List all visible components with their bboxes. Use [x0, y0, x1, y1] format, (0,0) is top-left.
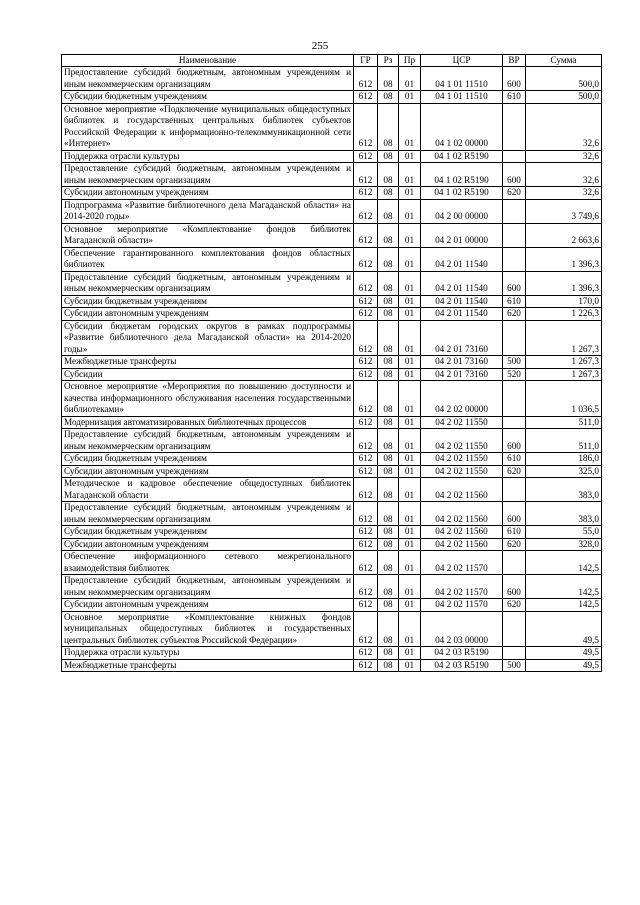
cell-csr: 04 2 02 11560	[421, 526, 503, 539]
cell-pr: 01	[399, 599, 421, 612]
cell-gr: 612	[354, 223, 378, 247]
cell-gr: 612	[354, 478, 378, 502]
cell-vr: 610	[503, 91, 526, 104]
cell-csr: 04 2 03 R5190	[421, 647, 503, 660]
table-row	[62, 356, 602, 369]
cell-pr: 01	[399, 150, 421, 163]
cell-vr: 620	[503, 187, 526, 200]
cell-name: Субсидии бюджетам городских округов в рамках подпрограммы «Развитие библиотечного дела Магаданской области» на 2014-2020 годы»	[62, 320, 354, 356]
cell-sum: 383,0	[526, 478, 602, 502]
cell-name: Субсидии бюджетным учреждениям	[62, 526, 354, 539]
cell-csr: 04 1 02 R5190	[421, 187, 503, 200]
cell-name: Предоставление субсидий бюджетным, автономным учреждениям и иным некоммерческим организациям	[62, 502, 354, 526]
cell-csr: 04 2 00 00000	[421, 199, 503, 223]
cell-vr	[503, 199, 526, 223]
cell-pr: 01	[399, 271, 421, 295]
cell-csr: 04 2 01 73160	[421, 368, 503, 381]
cell-csr: 04 1 02 00000	[421, 103, 503, 150]
cell-sum: 55,0	[526, 526, 602, 539]
cell-sum: 1 267,3	[526, 320, 602, 356]
cell-gr: 612	[354, 599, 378, 612]
cell-pr: 01	[399, 103, 421, 150]
cell-rz: 08	[378, 429, 399, 453]
cell-vr: 500	[503, 356, 526, 369]
cell-name: Предоставление субсидий бюджетным, автономным учреждениям и иным некоммерческим организациям	[62, 575, 354, 599]
cell-pr: 01	[399, 647, 421, 660]
cell-name: Субсидии автономным учреждениям	[62, 187, 354, 200]
cell-rz: 08	[378, 575, 399, 599]
cell-name: Предоставление субсидий бюджетным, автономным учреждениям и иным некоммерческим организациям	[62, 163, 354, 187]
cell-gr: 612	[354, 150, 378, 163]
cell-csr: 04 2 02 11560	[421, 502, 503, 526]
cell-rz: 08	[378, 647, 399, 660]
cell-vr	[503, 478, 526, 502]
cell-vr: 500	[503, 659, 526, 672]
cell-pr: 01	[399, 187, 421, 200]
cell-pr: 01	[399, 575, 421, 599]
cell-pr: 01	[399, 91, 421, 104]
header-vr: ВР	[503, 55, 526, 67]
table-body	[62, 67, 602, 672]
cell-csr: 04 2 02 11570	[421, 551, 503, 575]
cell-csr: 04 1 02 R5190	[421, 163, 503, 187]
cell-rz: 08	[378, 271, 399, 295]
table-row	[62, 199, 602, 223]
cell-rz: 08	[378, 526, 399, 539]
header-pr: Пр	[399, 55, 421, 67]
cell-vr: 600	[503, 429, 526, 453]
cell-gr: 612	[354, 551, 378, 575]
cell-rz: 08	[378, 356, 399, 369]
cell-name: Предоставление субсидий бюджетным, автономным учреждениям и иным некоммерческим организациям	[62, 67, 354, 91]
header-sum: Сумма	[526, 55, 602, 67]
page-number: 255	[311, 40, 329, 52]
cell-rz: 08	[378, 502, 399, 526]
cell-vr: 610	[503, 526, 526, 539]
cell-sum: 2 663,6	[526, 223, 602, 247]
cell-sum: 511,0	[526, 416, 602, 429]
cell-pr: 01	[399, 416, 421, 429]
cell-pr: 01	[399, 368, 421, 381]
cell-rz: 08	[378, 163, 399, 187]
cell-csr: 04 2 01 73160	[421, 320, 503, 356]
cell-gr: 612	[354, 187, 378, 200]
cell-sum: 32,6	[526, 150, 602, 163]
cell-gr: 612	[354, 381, 378, 417]
cell-gr: 612	[354, 91, 378, 104]
cell-sum: 49,5	[526, 647, 602, 660]
cell-gr: 612	[354, 575, 378, 599]
cell-gr: 612	[354, 659, 378, 672]
cell-name: Субсидии бюджетным учреждениям	[62, 295, 354, 308]
cell-pr: 01	[399, 320, 421, 356]
cell-gr: 612	[354, 453, 378, 466]
cell-csr: 04 2 02 11550	[421, 465, 503, 478]
cell-sum: 32,6	[526, 103, 602, 150]
cell-pr: 01	[399, 502, 421, 526]
table-row	[62, 103, 602, 150]
cell-gr: 612	[354, 295, 378, 308]
cell-rz: 08	[378, 223, 399, 247]
table-row	[62, 538, 602, 551]
header-csr: ЦСР	[421, 55, 503, 67]
cell-csr: 04 2 01 11540	[421, 271, 503, 295]
cell-gr: 612	[354, 465, 378, 478]
cell-vr: 600	[503, 502, 526, 526]
table-row	[62, 295, 602, 308]
cell-sum: 511,0	[526, 429, 602, 453]
cell-vr: 620	[503, 538, 526, 551]
cell-rz: 08	[378, 308, 399, 321]
table-row	[62, 368, 602, 381]
cell-vr	[503, 150, 526, 163]
cell-sum: 383,0	[526, 502, 602, 526]
cell-csr: 04 2 02 11570	[421, 599, 503, 612]
cell-rz: 08	[378, 368, 399, 381]
cell-vr	[503, 416, 526, 429]
cell-rz: 08	[378, 465, 399, 478]
cell-gr: 612	[354, 502, 378, 526]
cell-gr: 612	[354, 526, 378, 539]
cell-sum: 186,0	[526, 453, 602, 466]
cell-pr: 01	[399, 67, 421, 91]
cell-gr: 612	[354, 320, 378, 356]
table-header-row	[62, 55, 602, 67]
table-row	[62, 611, 602, 647]
cell-rz: 08	[378, 659, 399, 672]
table-row	[62, 150, 602, 163]
table-row	[62, 659, 602, 672]
cell-pr: 01	[399, 659, 421, 672]
cell-rz: 08	[378, 320, 399, 356]
cell-vr: 620	[503, 465, 526, 478]
cell-rz: 08	[378, 247, 399, 271]
cell-csr: 04 2 03 R5190	[421, 659, 503, 672]
cell-gr: 612	[354, 429, 378, 453]
cell-sum: 1 396,3	[526, 247, 602, 271]
cell-sum: 49,5	[526, 659, 602, 672]
cell-name: Субсидии автономным учреждениям	[62, 538, 354, 551]
cell-rz: 08	[378, 551, 399, 575]
cell-csr: 04 2 02 00000	[421, 381, 503, 417]
cell-vr: 620	[503, 599, 526, 612]
cell-vr	[503, 647, 526, 660]
cell-vr: 600	[503, 271, 526, 295]
cell-csr: 04 1 01 11510	[421, 91, 503, 104]
cell-csr: 04 2 01 11540	[421, 295, 503, 308]
cell-rz: 08	[378, 478, 399, 502]
table-row	[62, 223, 602, 247]
cell-vr	[503, 223, 526, 247]
cell-vr: 610	[503, 453, 526, 466]
cell-name: Субсидии бюджетным учреждениям	[62, 453, 354, 466]
cell-rz: 08	[378, 295, 399, 308]
cell-name: Поддержка отрасли культуры	[62, 150, 354, 163]
cell-csr: 04 2 03 00000	[421, 611, 503, 647]
table-row	[62, 91, 602, 104]
cell-name: Модернизация автоматизированных библиотечных процессов	[62, 416, 354, 429]
cell-csr: 04 2 02 11550	[421, 453, 503, 466]
cell-csr: 04 2 01 11540	[421, 308, 503, 321]
cell-vr	[503, 320, 526, 356]
cell-gr: 612	[354, 538, 378, 551]
cell-sum: 500,0	[526, 67, 602, 91]
cell-pr: 01	[399, 308, 421, 321]
table-row	[62, 526, 602, 539]
cell-sum: 49,5	[526, 611, 602, 647]
cell-gr: 612	[354, 416, 378, 429]
cell-rz: 08	[378, 199, 399, 223]
cell-csr: 04 2 02 11560	[421, 538, 503, 551]
cell-gr: 612	[354, 647, 378, 660]
table-row	[62, 381, 602, 417]
cell-pr: 01	[399, 478, 421, 502]
table-row	[62, 67, 602, 91]
cell-sum: 32,6	[526, 187, 602, 200]
cell-vr: 600	[503, 575, 526, 599]
cell-sum: 142,5	[526, 551, 602, 575]
cell-name: Субсидии автономным учреждениям	[62, 599, 354, 612]
cell-csr: 04 1 02 R5190	[421, 150, 503, 163]
cell-pr: 01	[399, 163, 421, 187]
cell-rz: 08	[378, 91, 399, 104]
table-row	[62, 308, 602, 321]
cell-csr: 04 1 01 11510	[421, 67, 503, 91]
cell-sum: 500,0	[526, 91, 602, 104]
table-row	[62, 575, 602, 599]
cell-sum: 1 396,3	[526, 271, 602, 295]
cell-rz: 08	[378, 538, 399, 551]
cell-name: Межбюджетные трансферты	[62, 356, 354, 369]
cell-name: Субсидии бюджетным учреждениям	[62, 91, 354, 104]
cell-gr: 612	[354, 308, 378, 321]
cell-name: Основное мероприятие «Мероприятия по повышению доступности и качества информационного обслуживания населения государственными библиотеками»	[62, 381, 354, 417]
cell-rz: 08	[378, 381, 399, 417]
table-row	[62, 551, 602, 575]
table-row	[62, 163, 602, 187]
cell-pr: 01	[399, 465, 421, 478]
cell-gr: 612	[354, 271, 378, 295]
cell-rz: 08	[378, 611, 399, 647]
cell-vr	[503, 381, 526, 417]
cell-sum: 1 267,3	[526, 356, 602, 369]
cell-rz: 08	[378, 67, 399, 91]
cell-pr: 01	[399, 295, 421, 308]
cell-vr	[503, 103, 526, 150]
cell-pr: 01	[399, 453, 421, 466]
cell-name: Предоставление субсидий бюджетным, автономным учреждениям и иным некоммерческим организациям	[62, 271, 354, 295]
cell-pr: 01	[399, 538, 421, 551]
cell-vr: 600	[503, 163, 526, 187]
cell-vr: 600	[503, 67, 526, 91]
cell-gr: 612	[354, 247, 378, 271]
cell-csr: 04 2 01 11540	[421, 247, 503, 271]
cell-name: Обеспечение информационного сетевого межрегионального взаимодействия библиотек	[62, 551, 354, 575]
cell-name: Основное мероприятие «Подключение муниципальных общедоступных библиотек и государственных центральных библиотек субъектов Российской Федерации к информационно-телекоммуникационной сети «Интернет»	[62, 103, 354, 150]
cell-sum: 142,5	[526, 599, 602, 612]
cell-name: Основное мероприятие «Комплектование фондов библиотек Магаданской области»	[62, 223, 354, 247]
cell-rz: 08	[378, 150, 399, 163]
table-row	[62, 478, 602, 502]
cell-gr: 612	[354, 103, 378, 150]
cell-gr: 612	[354, 611, 378, 647]
cell-pr: 01	[399, 199, 421, 223]
table-row	[62, 647, 602, 660]
cell-csr: 04 2 02 11560	[421, 478, 503, 502]
cell-name: Субсидии автономным учреждениям	[62, 465, 354, 478]
cell-sum: 170,0	[526, 295, 602, 308]
budget-table	[61, 54, 602, 672]
cell-rz: 08	[378, 453, 399, 466]
header-rz: Рз	[378, 55, 399, 67]
table-row	[62, 465, 602, 478]
cell-csr: 04 2 02 11550	[421, 429, 503, 453]
cell-csr: 04 2 01 73160	[421, 356, 503, 369]
cell-pr: 01	[399, 247, 421, 271]
table-row	[62, 502, 602, 526]
header-gr: ГР	[354, 55, 378, 67]
cell-rz: 08	[378, 187, 399, 200]
cell-pr: 01	[399, 526, 421, 539]
table-row	[62, 271, 602, 295]
cell-csr: 04 2 02 11570	[421, 575, 503, 599]
cell-rz: 08	[378, 416, 399, 429]
cell-name: Методическое и кадровое обеспечение общедоступных библиотек Магаданской области	[62, 478, 354, 502]
cell-vr: 610	[503, 295, 526, 308]
table-row	[62, 320, 602, 356]
cell-pr: 01	[399, 223, 421, 247]
cell-sum: 328,0	[526, 538, 602, 551]
cell-pr: 01	[399, 429, 421, 453]
header-name: Наименование	[62, 55, 354, 67]
cell-name: Субсидии автономным учреждениям	[62, 308, 354, 321]
cell-sum: 32,6	[526, 163, 602, 187]
cell-vr	[503, 611, 526, 647]
table-row	[62, 187, 602, 200]
cell-gr: 612	[354, 368, 378, 381]
cell-name: Основное мероприятие «Комплектование книжных фондов муниципальных общедоступных библиотек и государственных центральных библиотек субъектов Российской Федерации»	[62, 611, 354, 647]
cell-name: Подпрограмма «Развитие библиотечного дела Магаданской области» на 2014-2020 годы»	[62, 199, 354, 223]
cell-sum: 325,0	[526, 465, 602, 478]
cell-sum: 1 036,5	[526, 381, 602, 417]
cell-vr	[503, 247, 526, 271]
cell-rz: 08	[378, 103, 399, 150]
cell-sum: 1 226,3	[526, 308, 602, 321]
table-row	[62, 247, 602, 271]
cell-gr: 612	[354, 67, 378, 91]
cell-pr: 01	[399, 356, 421, 369]
cell-sum: 3 749,6	[526, 199, 602, 223]
cell-csr: 04 2 02 11550	[421, 416, 503, 429]
cell-pr: 01	[399, 551, 421, 575]
cell-sum: 142,5	[526, 575, 602, 599]
table-row	[62, 416, 602, 429]
cell-name: Обеспечение гарантированного комплектования фондов областных библиотек	[62, 247, 354, 271]
cell-name: Поддержка отрасли культуры	[62, 647, 354, 660]
cell-name: Предоставление субсидий бюджетным, автономным учреждениям и иным некоммерческим организациям	[62, 429, 354, 453]
cell-gr: 612	[354, 163, 378, 187]
table-row	[62, 453, 602, 466]
table-row	[62, 429, 602, 453]
cell-sum: 1 267,3	[526, 368, 602, 381]
cell-name: Межбюджетные трансферты	[62, 659, 354, 672]
table-row	[62, 599, 602, 612]
cell-gr: 612	[354, 356, 378, 369]
cell-vr	[503, 551, 526, 575]
cell-gr: 612	[354, 199, 378, 223]
cell-rz: 08	[378, 599, 399, 612]
cell-name: Субсидии	[62, 368, 354, 381]
cell-csr: 04 2 01 00000	[421, 223, 503, 247]
cell-pr: 01	[399, 381, 421, 417]
cell-vr: 520	[503, 368, 526, 381]
cell-pr: 01	[399, 611, 421, 647]
cell-vr: 620	[503, 308, 526, 321]
